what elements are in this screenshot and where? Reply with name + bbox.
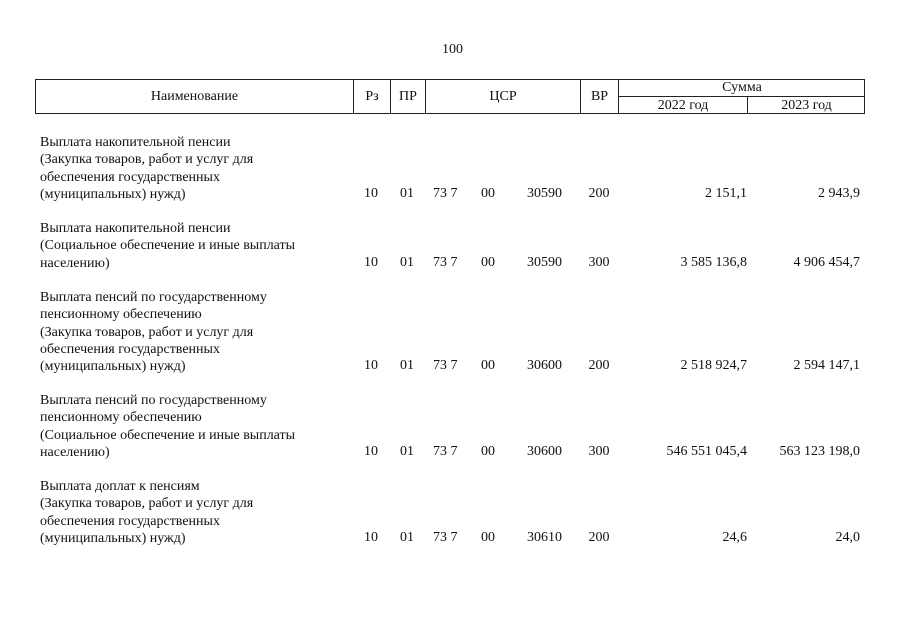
row-name — [40, 134, 340, 203]
row-name-line: обеспечения государственных — [40, 341, 220, 357]
cell-sum-2023: 24,0 — [835, 530, 860, 545]
cell-pr: 01 — [400, 444, 414, 459]
cell-csr-direction: 30600 — [527, 358, 562, 373]
header-csr: ЦСР — [489, 89, 517, 104]
cell-csr-sub: 00 — [481, 358, 495, 373]
header-name: Наименование — [150, 89, 239, 104]
header-rz: Рз — [365, 89, 379, 104]
cell-csr-sub: 00 — [481, 444, 495, 459]
cell-sum-2022: 546 551 045,4 — [666, 444, 747, 459]
cell-csr-direction: 30600 — [527, 444, 562, 459]
cell-vr: 200 — [588, 530, 610, 545]
cell-csr-sub: 00 — [481, 255, 495, 270]
row-name-line: обеспечения государственных — [40, 169, 220, 185]
cell-sum-2023: 2 943,9 — [818, 186, 860, 201]
cell-vr: 300 — [588, 255, 610, 270]
cell-csr-program: 73 7 — [433, 444, 458, 459]
row-name-line: (муниципальных) нужд) — [40, 186, 186, 202]
cell-sum-2022: 2 151,1 — [705, 186, 747, 201]
cell-csr-program: 73 7 — [433, 358, 458, 373]
row-name-line: Выплата пенсий по государственному — [40, 290, 267, 305]
cell-csr-direction: 30590 — [527, 255, 562, 270]
cell-csr-direction: 30610 — [527, 530, 562, 545]
row-name — [40, 220, 340, 272]
row-name-line: (Закупка товаров, работ и услуг для — [40, 496, 254, 512]
row-name-line: населению) — [40, 444, 110, 460]
cell-sum-2022: 24,6 — [722, 530, 747, 545]
cell-rz: 10 — [364, 358, 378, 373]
cell-vr: 200 — [588, 358, 610, 373]
cell-sum-2023: 2 594 147,1 — [793, 358, 860, 373]
header-pr: ПР — [399, 89, 417, 104]
cell-vr: 300 — [588, 444, 610, 459]
cell-sum-2023: 4 906 454,7 — [793, 255, 860, 270]
page-number: 100 — [442, 42, 463, 57]
cell-sum-2022: 3 585 136,8 — [680, 255, 747, 270]
header-sum: Сумма — [722, 80, 762, 95]
header-sum-divider — [618, 96, 865, 97]
cell-pr: 01 — [400, 186, 414, 201]
cell-sum-2022: 2 518 924,7 — [680, 358, 747, 373]
cell-pr: 01 — [400, 358, 414, 373]
cell-pr: 01 — [400, 255, 414, 270]
row-name-line: Выплата накопительной пенсии — [40, 221, 231, 236]
cell-rz: 10 — [364, 444, 378, 459]
cell-rz: 10 — [364, 255, 378, 270]
row-name — [40, 392, 340, 461]
row-name-line: (Социальное обеспечение и иные выплаты — [40, 238, 296, 254]
row-name-line: (муниципальных) нужд) — [40, 530, 186, 546]
row-name-line: Выплата накопительной пенсии — [40, 135, 231, 150]
cell-csr-program: 73 7 — [433, 530, 458, 545]
cell-sum-2023: 563 123 198,0 — [779, 444, 860, 459]
cell-csr-direction: 30590 — [527, 186, 562, 201]
row-name-line: (Закупка товаров, работ и услуг для — [40, 152, 254, 168]
cell-rz: 10 — [364, 186, 378, 201]
header-vr: ВР — [590, 89, 609, 104]
row-name — [40, 478, 340, 547]
cell-csr-sub: 00 — [481, 530, 495, 545]
row-name-line: (муниципальных) нужд) — [40, 359, 186, 375]
cell-csr-program: 73 7 — [433, 186, 458, 201]
row-name-line: Выплата доплат к пенсиям — [40, 479, 200, 494]
table-header — [35, 79, 865, 114]
row-name-line: обеспечения государственных — [40, 513, 220, 529]
header-year-2023: 2023 год — [781, 98, 832, 113]
row-name-line: пенсионному обеспечению — [40, 410, 202, 426]
cell-csr-program: 73 7 — [433, 255, 458, 270]
cell-csr-sub: 00 — [481, 186, 495, 201]
header-year-2022: 2022 год — [657, 98, 709, 113]
row-name — [40, 289, 340, 375]
row-name-line: (Закупка товаров, работ и услуг для — [40, 324, 254, 340]
cell-rz: 10 — [364, 530, 378, 545]
row-name-line: пенсионному обеспечению — [40, 307, 202, 323]
row-name-line: (Социальное обеспечение и иные выплаты — [40, 427, 296, 443]
cell-pr: 01 — [400, 530, 414, 545]
row-name-line: Выплата пенсий по государственному — [40, 393, 267, 408]
cell-vr: 200 — [588, 186, 610, 201]
row-name-line: населению) — [40, 255, 110, 271]
